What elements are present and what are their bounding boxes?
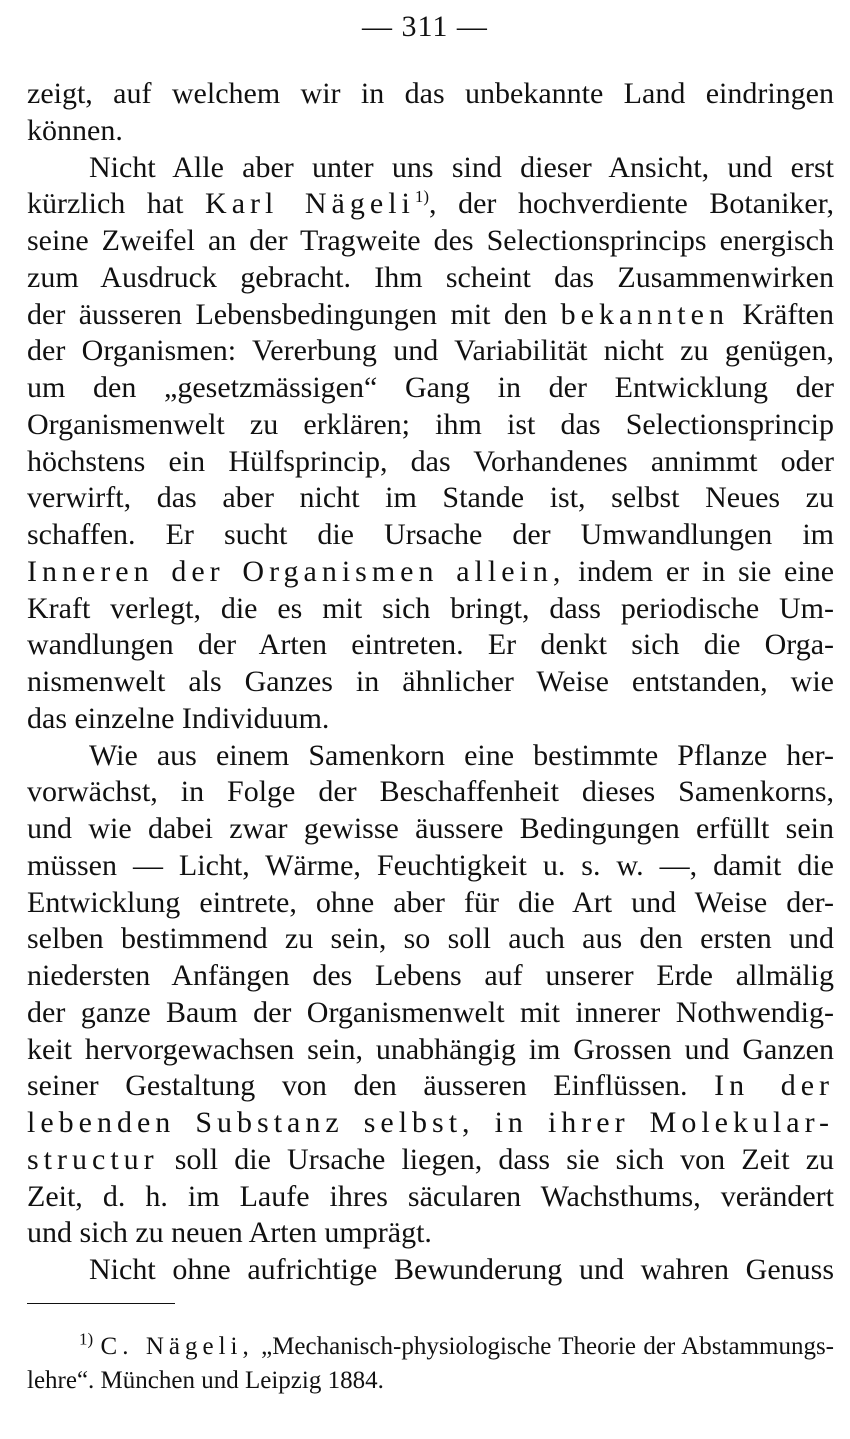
page-number: — 311 — xyxy=(362,10,488,43)
text-line: müssen — Licht, Wärme, Feuchtigkeit u. s. w. —, damit die xyxy=(27,848,834,882)
text-line: Nicht ohne aufrichtige Bewunderung und wahren Genuss xyxy=(89,1253,834,1286)
text-line: der ganze Baum der Organismenwelt mit innerer Nothwendig- xyxy=(27,995,834,1029)
text-line: niedersten Anfängen des Lebens auf unserer Erde allmälig xyxy=(27,959,834,992)
text-line: Organismenwelt zu erklären; ihm ist das Selectionsprincip xyxy=(27,407,834,441)
text-line: verwirft, das aber nicht im Stande ist, selbst Neues zu xyxy=(27,481,834,515)
emphasis-text: Inneren der Organismen allein, xyxy=(27,554,566,588)
text-line: können. xyxy=(27,113,123,147)
text-line: das einzelne Individuum. xyxy=(27,701,330,735)
text-line: wandlungen der Arten eintreten. Er denkt sich die Orga- xyxy=(27,628,834,662)
text-span: Kräften xyxy=(742,297,834,331)
text-line: zum Ausdruck gebracht. Ihm scheint das Zusammenwirken xyxy=(27,260,834,294)
emphasis-text: In der xyxy=(714,1069,834,1103)
text-line: höchstens ein Hülfsprincip, das Vorhandenes annimmt oder xyxy=(27,444,834,478)
text-line: keit hervorgewachsen sein, unabhängig im Grossen und Ganzen xyxy=(27,1032,834,1066)
text-line xyxy=(27,297,834,334)
text-span: indem er in sie eine xyxy=(578,554,834,588)
text-line: um den „gesetzmässigen“ Gang in der Entwicklung der xyxy=(27,371,834,404)
text-line: der Organismen: Vererbung und Variabilität nicht zu genügen, xyxy=(27,334,834,368)
text-line: Zeit, d. h. im Laufe ihres säcularen Wachsthums, verändert xyxy=(27,1179,834,1213)
emphasis-text: bekannten xyxy=(560,297,729,331)
text-span: , der hochverdiente Botaniker, xyxy=(429,187,834,221)
footnote-line xyxy=(27,1330,834,1364)
author-name: Karl Nägeli xyxy=(205,187,415,221)
text-line: Nicht Alle aber unter uns sind dieser Ansicht, und erst xyxy=(89,150,834,184)
text-line xyxy=(27,554,834,591)
text-line: schaffen. Er sucht die Ursache der Umwandlungen im xyxy=(27,518,834,551)
footnote-marker: 1) xyxy=(79,1330,94,1349)
text-line: vorwächst, in Folge der Beschaffenheit dieses Samenkorns, xyxy=(27,775,834,809)
emphasis-text: structur xyxy=(27,1142,159,1176)
text-span: soll die Ursache liegen, dass sie sich von Zeit zu xyxy=(174,1142,834,1176)
emphasis-line: lebenden Substanz selbst, in ihrer Molekular- xyxy=(27,1106,834,1139)
text-line xyxy=(27,186,834,223)
body-text xyxy=(27,76,834,1289)
footnote-author: C. Nägeli, xyxy=(100,1333,254,1360)
text-line: und sich zu neuen Arten umprägt. xyxy=(27,1216,432,1250)
text-line xyxy=(27,1068,834,1105)
text-line xyxy=(27,1142,834,1179)
footnote-marker: 1) xyxy=(414,187,430,207)
text-span: kürzlich hat xyxy=(27,187,184,221)
text-line: Kraft verlegt, die es mit sich bringt, dass periodische Um- xyxy=(27,591,834,625)
text-line: Wie aus einem Samenkorn eine bestimmte Pflanze her- xyxy=(89,738,834,772)
text-line: zeigt, auf welchem wir in das unbekannte Land eindringen xyxy=(27,77,834,110)
text-span: der äusseren Lebensbedingungen mit den xyxy=(27,297,548,331)
footnote-title: „Mechanisch-physiologische Theorie der Abstammungs- xyxy=(261,1333,834,1360)
footnote-divider xyxy=(27,1303,175,1304)
text-span: seiner Gestaltung von den äusseren Einflüssen. xyxy=(27,1069,688,1103)
footnote-line: lehre“. München und Leipzig 1884. xyxy=(27,1367,384,1394)
text-line: selben bestimmend zu sein, so soll auch aus den ersten und xyxy=(27,922,834,956)
footnotes xyxy=(27,1330,834,1398)
text-line: Entwicklung eintrete, ohne aber für die Art und Weise der- xyxy=(27,885,834,919)
text-line: seine Zweifel an der Tragweite des Selectionsprincips energisch xyxy=(27,224,834,257)
text-line: nismenwelt als Ganzes in ähnlicher Weise entstanden, wie xyxy=(27,665,834,698)
text-line: und wie dabei zwar gewisse äussere Bedingungen erfüllt sein xyxy=(27,812,834,845)
